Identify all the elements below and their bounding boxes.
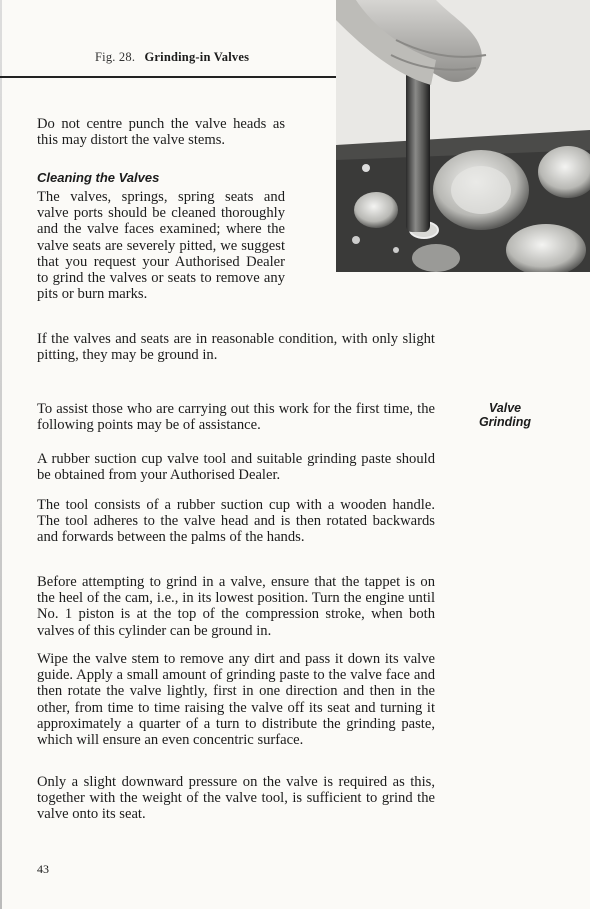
figure-title: Grinding-in Valves: [144, 50, 250, 64]
paragraph-tappet-position: Before attempting to grind in a valve, ensure that the tappet is on the heel of the cam, i.e., in its lowest position. Turn the engine until No. 1 piston is at the top of the compression stroke, when both valves of this cylinder can be ground in.: [37, 574, 435, 639]
page-number: 43: [37, 862, 49, 876]
paragraph-centre-punch-warning: Do not centre punch the valve heads as this may distort the valve stems.: [37, 116, 285, 149]
page-binding-edge: [0, 0, 2, 909]
paragraph-assist-first-time: To assist those who are carrying out this work for the first time, the following points may be of assistance.: [37, 401, 435, 434]
paragraph-cleaning-valves: The valves, springs, spring seats and valve ports should be cleaned thoroughly and the valve faces examined; where the valve seats are severely pitted, we suggest that you request your Authorised Dealer to grind the valves or seats to remove any pits or burn marks.: [37, 189, 285, 303]
caption-rule: [0, 76, 338, 78]
margin-heading-valve-grinding: [455, 401, 555, 429]
margin-heading-line1: Valve: [488, 401, 522, 415]
figure-caption: [95, 50, 249, 65]
figure-photo-grinding-valves: [336, 0, 590, 272]
photo-illustration: [336, 0, 590, 272]
subheading-cleaning-valves: Cleaning the Valves: [37, 170, 160, 185]
paragraph-downward-pressure: Only a slight downward pressure on the valve is required as this, together with the weight of the valve tool, is sufficient to grind the valve onto its seat.: [37, 774, 435, 823]
paragraph-tool-description: The tool consists of a rubber suction cup with a wooden handle. The tool adheres to the valve head and is then rotated backwards and forwards between the palms of the hands.: [37, 497, 435, 546]
paragraph-reasonable-condition: If the valves and seats are in reasonable condition, with only slight pitting, they may be ground in.: [37, 331, 435, 364]
paragraph-grinding-procedure: Wipe the valve stem to remove any dirt and pass it down its valve guide. Apply a small amount of grinding paste to the valve face and then rotate the valve lightly, first in one direction and then in the other, from time to time raising the valve off its seat and turning it approximately a quarter of a turn to distribute the grinding paste, which will ensure an even concentric surface.: [37, 651, 435, 749]
figure-label: Fig. 28.: [95, 50, 136, 64]
paragraph-suction-cup-tool: A rubber suction cup valve tool and suitable grinding paste should be obtained from your Authorised Dealer.: [37, 451, 435, 484]
margin-heading-line2: Grinding: [478, 415, 532, 429]
